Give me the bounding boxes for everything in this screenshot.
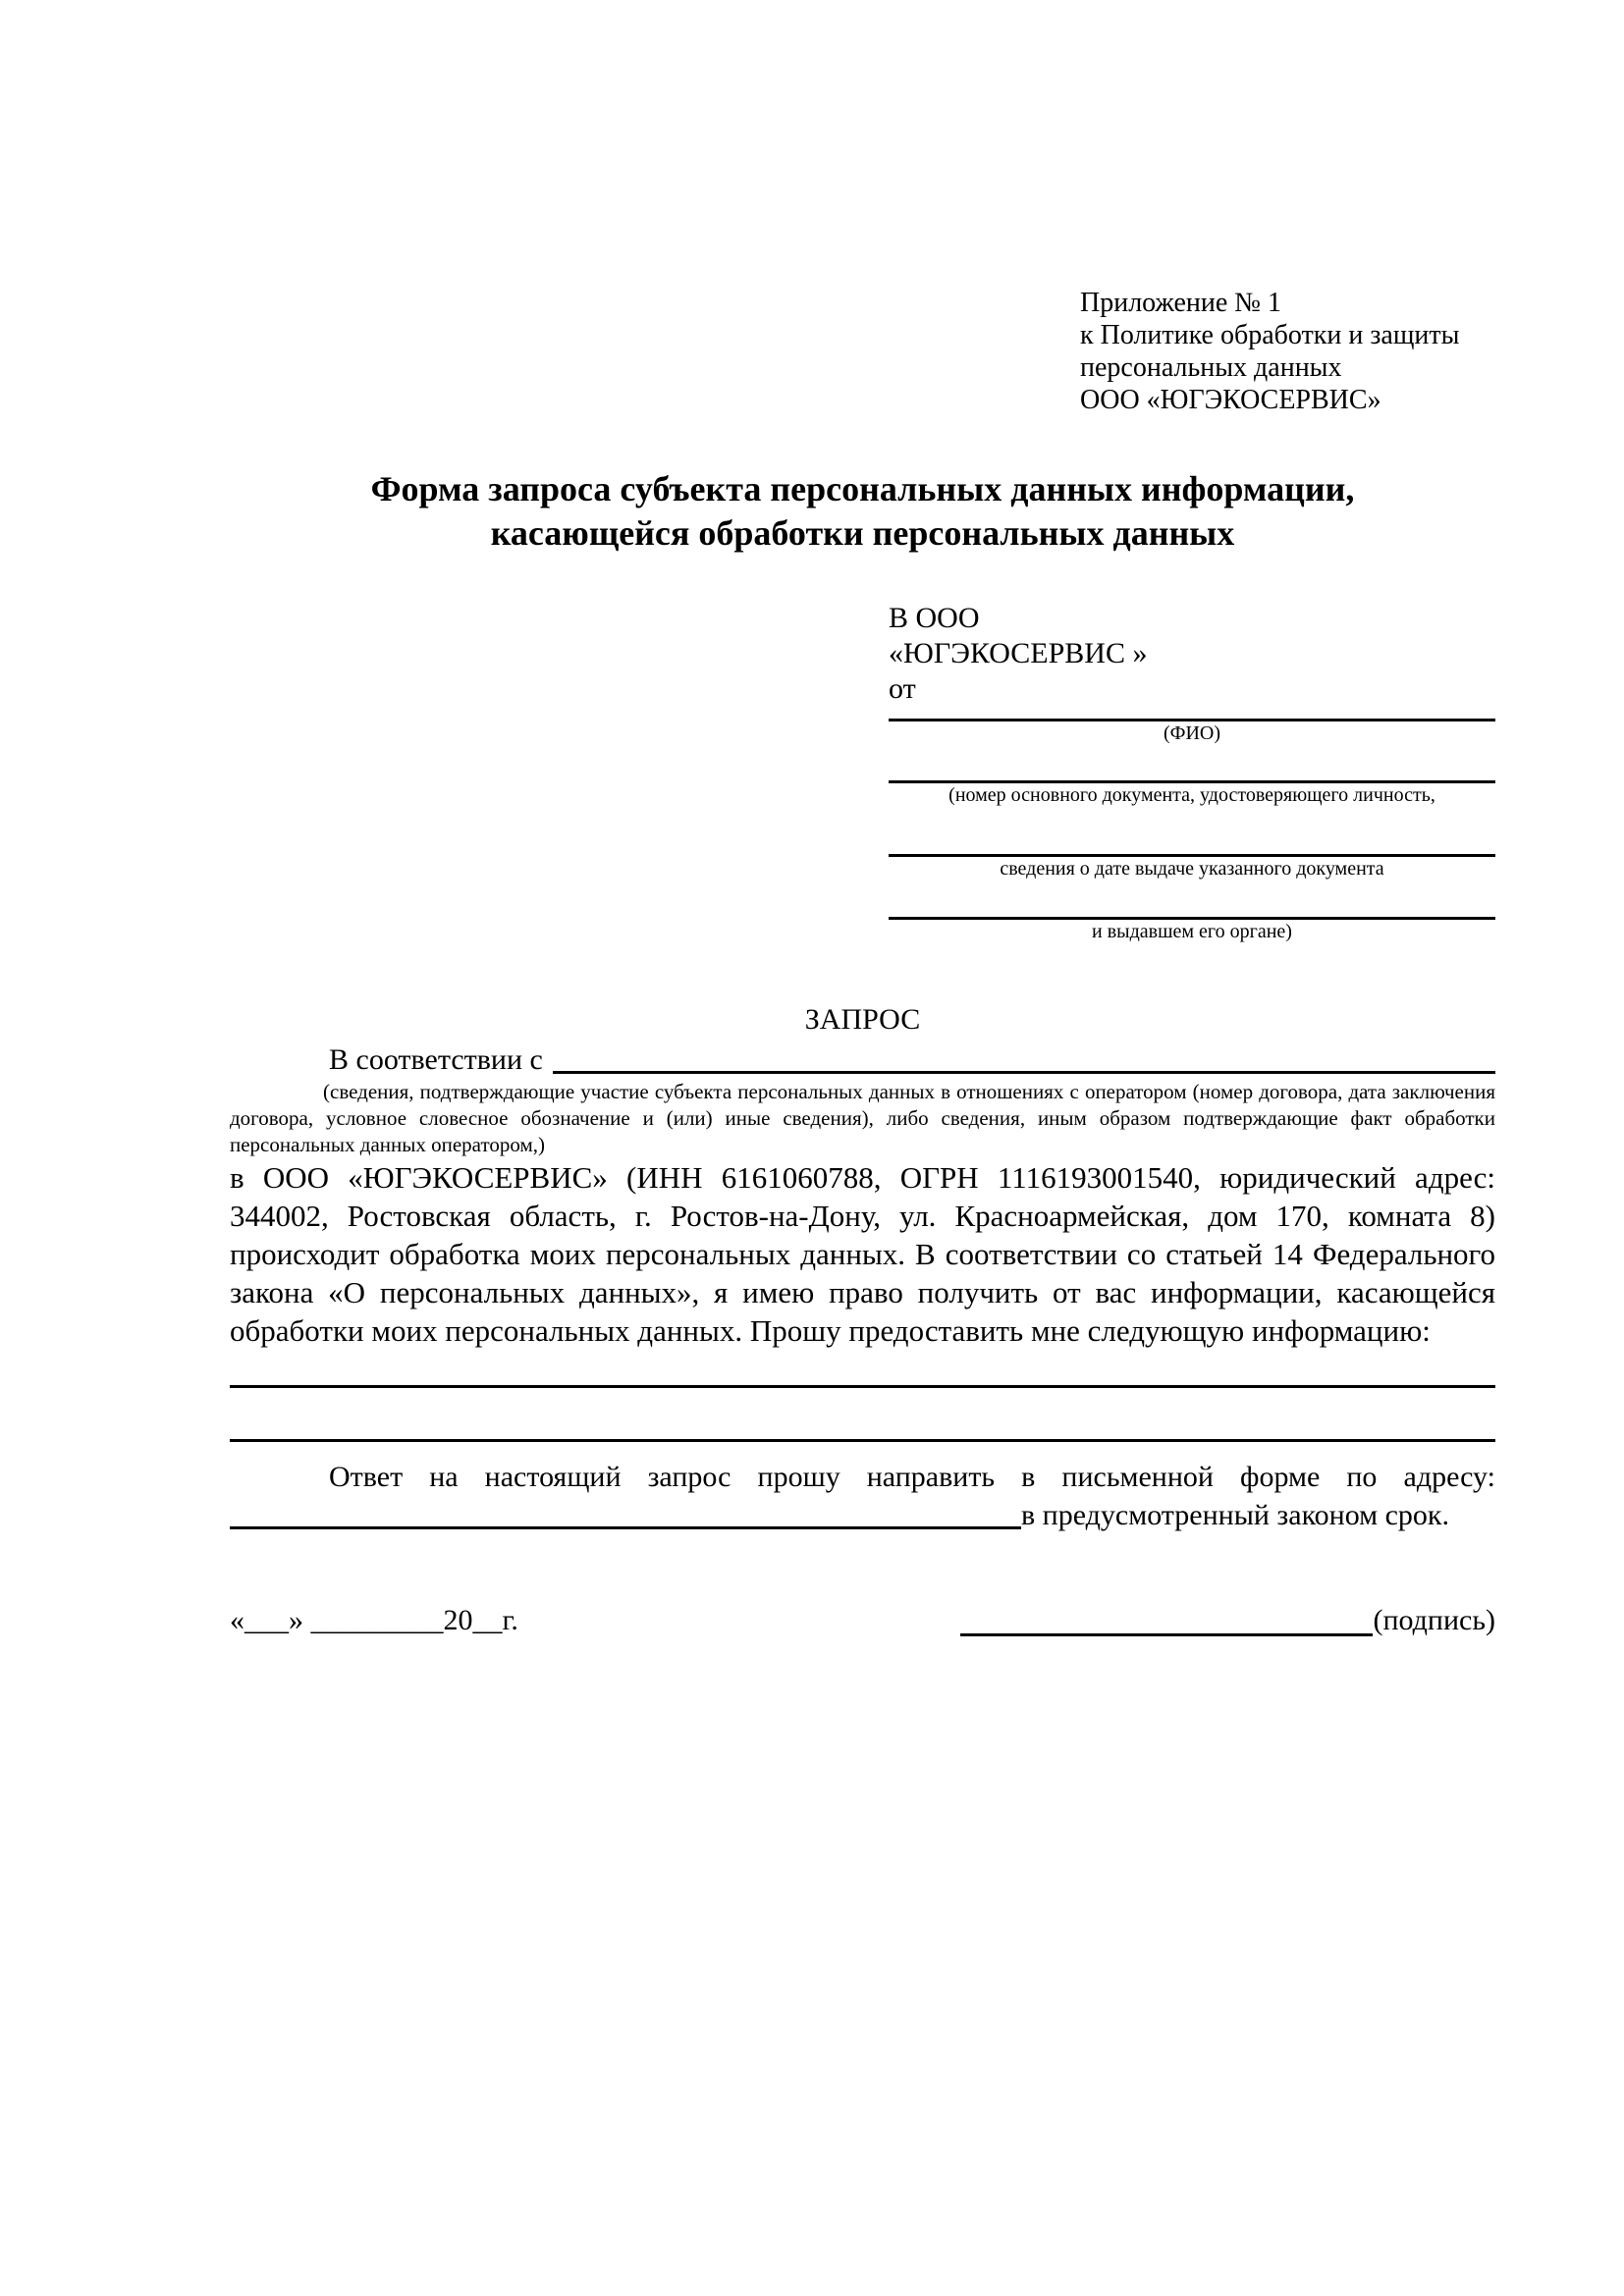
appendix-header-line-3: персональных данных bbox=[1080, 352, 1342, 383]
answer-instruction-paragraph: Ответ на настоящий запрос прошу направить в письменной форме по адресу: bbox=[329, 1461, 1495, 1493]
addressee-to-line-1: В ООО bbox=[889, 602, 980, 634]
document-issuer-field-line bbox=[889, 881, 1495, 920]
request-intro-row bbox=[230, 1041, 1495, 1079]
document-title-line-1: Форма запроса субъекта персональных данных информации, bbox=[370, 469, 1355, 508]
answer-address-field-line bbox=[230, 1496, 1021, 1529]
date-field: «___» _________20__г. bbox=[230, 1604, 518, 1636]
document-issuer-field-caption: и выдавшем его органе) bbox=[1092, 921, 1292, 942]
document-title bbox=[230, 467, 1495, 556]
answer-address-row bbox=[230, 1496, 1495, 1534]
document-issue-date-field-caption: сведения о дате выдаче указанного документа bbox=[1000, 858, 1384, 880]
addressee-from-label: от bbox=[889, 672, 916, 705]
page-content bbox=[230, 0, 1495, 1640]
basis-field-line bbox=[553, 1041, 1495, 1074]
document-issue-date-field bbox=[889, 807, 1495, 881]
document-number-field-line bbox=[889, 745, 1495, 783]
signature-group bbox=[960, 1601, 1495, 1640]
appendix-header-line-2: к Политике обработки и защиты bbox=[1080, 320, 1460, 350]
answer-address-suffix: в предусмотренный законом срок. bbox=[1021, 1499, 1449, 1531]
signature-caption: (подпись) bbox=[1373, 1604, 1495, 1636]
requested-info-field-line-1 bbox=[230, 1350, 1495, 1388]
requested-info-field-line-2 bbox=[230, 1388, 1495, 1442]
request-body-paragraph: в ООО «ЮГЭКОСЕРВИС» (ИНН 6161060788, ОГРН 1116193001540, юридический адрес: 344002, Ростовская область, г. Ростов-на-Дону, ул. Красноармейская, дом 170, комната 8) происходит обработка моих персональных данных. В соответствии со статьей 14 Федерального закона «О персональных данных», я имею право получить от вас информации, касающейся обработки моих персональных данных. Прошу предоставить мне следующую информацию: bbox=[230, 1160, 1495, 1348]
fio-field-line bbox=[889, 707, 1495, 721]
request-heading: ЗАПРОС bbox=[804, 1003, 921, 1036]
appendix-header-line-1: Приложение № 1 bbox=[1080, 288, 1281, 318]
fio-field-caption: (ФИО) bbox=[1163, 722, 1220, 744]
addressee-to-line-2: «ЮГЭКОСЕРВИС » bbox=[889, 637, 1148, 669]
document-number-field bbox=[889, 745, 1495, 807]
document-issuer-field bbox=[889, 881, 1495, 943]
addressee-block bbox=[889, 601, 1495, 943]
fio-field bbox=[889, 707, 1495, 745]
request-intro-prefix: В соответствии с bbox=[329, 1043, 543, 1076]
document-issue-date-field-line bbox=[889, 807, 1495, 857]
signature-field-line bbox=[960, 1604, 1373, 1636]
basis-field-caption: (сведения, подтверждающие участие субъекта персональных данных в отношениях с оператором (номер договора, дата заключения договора, условное словесное обозначение и (или) иные сведения), либо сведения, иным образом подтверждающие факт обработки персональных данных оператором,) bbox=[230, 1080, 1495, 1156]
footer-row bbox=[230, 1601, 1495, 1640]
appendix-header bbox=[1080, 287, 1495, 416]
document-title-line-2: касающейся обработки персональных данных bbox=[490, 513, 1235, 553]
document-number-field-caption: (номер основного документа, удостоверяющего личность, bbox=[948, 784, 1435, 806]
appendix-header-line-4: ООО «ЮГЭКОСЕРВИС» bbox=[1080, 385, 1381, 415]
